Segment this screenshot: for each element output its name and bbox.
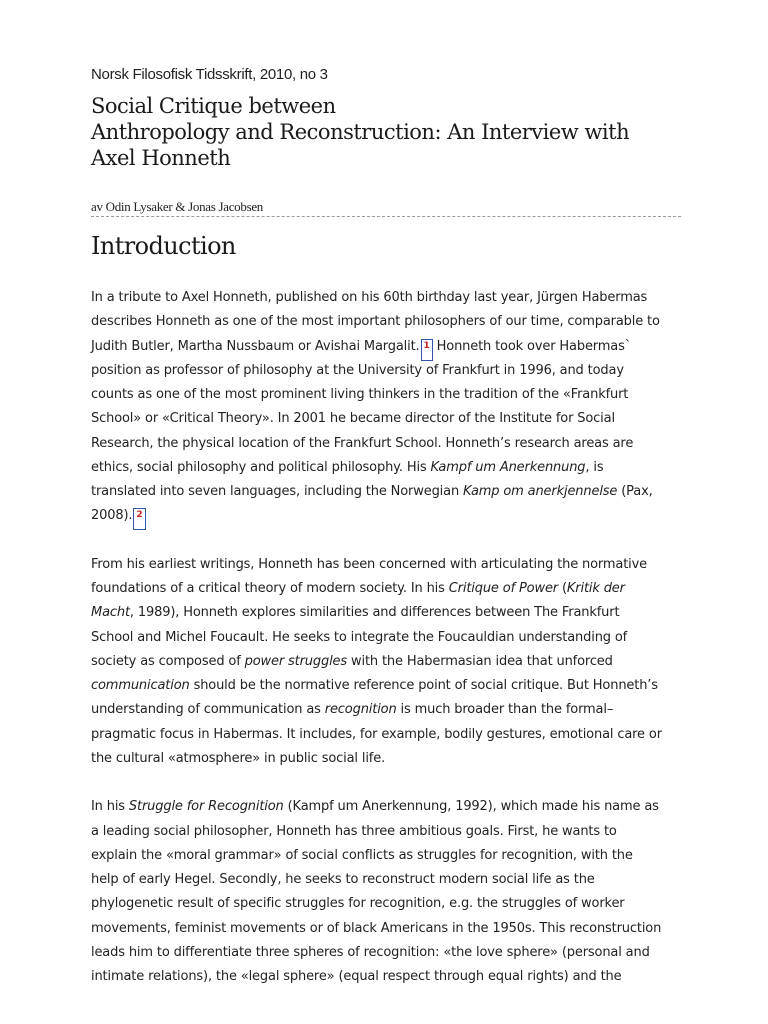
text-line: leads him to differentiate three spheres of recognition: «the love sphere» (personal and [91,944,650,960]
text-run: is much broader than the formal– [396,702,614,718]
text-line: counts as one of the most prominent living thinkers in the tradition of the «Frankfurt [91,387,629,402]
journal-citation: Norsk Filosofisk Tidsskrift, 2010, no 3 [91,66,328,83]
text-line [91,504,683,528]
text-line: School» or «Critical Theory». In 2001 he became director of the Institute for Social [91,411,615,427]
text-line [91,480,683,504]
author-byline: av Odin Lysaker & Jonas Jacobsen [91,199,681,217]
paragraph-1 [91,286,683,529]
italic-title: Critique of Power [448,581,558,596]
text-line: phylogenetic result of specific struggles for recognition, e.g. the struggles of worker [91,896,625,912]
text-run: Judith Butler, Martha Nussbaum or Avishai Margalit. [91,338,420,354]
text-line: School and Michel Foucault. He seeks to integrate the Foucauldian understanding of [91,629,628,645]
paragraph-gap [91,529,683,553]
text-line [91,577,683,601]
text-run: (Kampf um Anerkennung, 1992), which made his name as [283,799,659,815]
text-line [91,698,683,722]
paragraph-gap [91,771,683,795]
italic-title: Kamp om anerkjennelse [463,484,618,499]
text-run: with the Habermasian idea that unforced [347,653,613,669]
text-run: translated into seven languages, including the Norwegian [91,484,464,499]
text-line [91,456,683,480]
italic-title: Macht [91,605,130,621]
text-run: (Pax, [617,484,653,499]
text-run: In his [91,799,129,815]
text-run: 2008). [91,508,133,524]
text-run: Honneth took over Habermas` [432,338,632,354]
text-line: explain the «moral grammar» of social conflicts as struggles for recognition, with the [91,847,633,863]
text-run: foundations of a critical theory of modern society. In his [91,581,449,596]
italic-term: power struggles [244,653,348,669]
text-line [91,601,683,625]
title-line: Anthropology and Reconstruction: An Interview with [91,120,630,144]
section-heading: Introduction [91,232,236,260]
text-line: Research, the physical location of the Frankfurt School. Honneth’s research areas are [91,435,634,451]
text-line: pragmatic focus in Habermas. It includes, for example, bodily gestures, emotional care or [91,726,662,742]
title-line: Social Critique between [91,94,336,118]
text-line [91,650,683,674]
text-line: movements, feminist movements or of black Americans in the 1950s. This reconstruction [91,920,662,936]
text-run: ethics, social philosophy and political philosophy. His [91,459,431,475]
text-line: position as professor of philosophy at the University of Frankfurt in 1996, and today [91,362,624,378]
text-run: should be the normative reference point of social critique. But Honneth’s [189,678,658,693]
italic-title: Kampf um Anerkennung [430,459,586,475]
text-line: a leading social philosopher, Honneth has three ambitious goals. First, he wants to [91,823,617,839]
title-line: Axel Honneth [91,146,231,170]
footnote-link-2[interactable]: 2 [133,508,145,530]
article-title [91,93,681,171]
italic-term: recognition [324,702,397,718]
article-body [91,286,683,989]
text-line: the cultural «atmosphere» in public social life. [91,750,386,766]
text-line: describes Honneth as one of the most important philosophers of our time, comparable to [91,314,660,330]
paragraph-2 [91,553,683,771]
footnote-link-1[interactable]: 1 [421,339,433,361]
italic-term: communication [91,678,190,693]
text-run: , is [585,459,604,475]
text-line: help of early Hegel. Secondly, he seeks to reconstruct modern social life as the [91,872,595,887]
text-line: In a tribute to Axel Honneth, published on his 60th birthday last year, Jürgen Habermas [91,290,648,305]
text-run: , 1989), Honneth explores similarities and differences between The Frankfurt [129,605,620,621]
text-run: society as composed of [91,653,245,669]
text-run: ( [558,581,567,596]
text-run: understanding of communication as [91,702,325,718]
text-line [91,795,683,819]
text-line [91,335,683,359]
text-line [91,674,683,698]
text-line: From his earliest writings, Honneth has been concerned with articulating the normative [91,556,648,572]
text-line: intimate relations), the «legal sphere» (equal respect through equal rights) and the [91,969,622,984]
italic-title: Struggle for Recognition [128,799,284,815]
italic-title: Kritik der [566,581,625,596]
paragraph-3 [91,795,683,989]
